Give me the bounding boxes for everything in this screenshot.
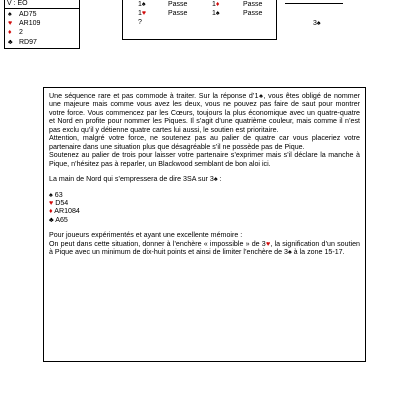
spade-icon: ♠ — [215, 10, 220, 17]
bidding-column-4 — [243, 0, 262, 18]
answer-bid — [313, 20, 321, 27]
diamond-icon: ♦ — [215, 1, 220, 8]
spade-icon: ♠ — [141, 1, 146, 8]
bid-level: 1 — [138, 1, 142, 8]
bidding-column-1 — [138, 0, 146, 27]
club-icon: ♣ — [8, 38, 13, 46]
heart-cards: AR109 — [19, 20, 41, 28]
north-hand-intro: La main de Nord qui s’empressera de dire 3SA sur 3♠ : — [49, 175, 222, 184]
bid-cell: ? — [138, 19, 142, 26]
diamond-icon: ♦ — [49, 207, 53, 216]
bid-level: 1 — [138, 10, 142, 17]
hand-box-divider — [5, 8, 79, 9]
bidding-box — [122, 0, 277, 40]
answer-rule — [285, 3, 343, 4]
bid-cell: Passe — [243, 1, 263, 8]
bid-cell — [138, 9, 146, 18]
memo-paragraph — [49, 240, 360, 257]
spade-icon: ♠ — [49, 190, 53, 199]
answer-bid-level: 3 — [313, 20, 317, 27]
south-hand — [8, 10, 40, 47]
memo-text-a: On peut dans cette situation, donner à l’enchère « impossible » de 3 — [49, 239, 266, 248]
paragraph-intro: Une séquence rare et pas commode à traiter. Sur la réponse d’1♠, vous êtes obligé de nommer une majeure mais comme vous avez les deux, vous ne pouvez pas faire de saut pour montrer votre force. Vous commencez par les Cœurs, toujours la plus économique avec un quatre-quatre et Nord en profite pour nommer les Piques. Il s’agit d’une quatrième couleur, mais comme il n’est pas exclu qu’il y détienne quatre cartes lui aussi, le soutien est prioritaire. — [49, 92, 360, 134]
bid-cell: Passe — [168, 1, 188, 8]
diamond-cards: 2 — [19, 29, 23, 37]
bidding-column-3 — [212, 0, 220, 18]
bid-cell — [212, 9, 220, 18]
heart-icon: ♥ — [8, 20, 13, 28]
club-cards: RD97 — [19, 38, 37, 46]
north-row-diamonds — [49, 207, 360, 215]
north-row-clubs — [49, 216, 360, 224]
hand-row-diamonds — [8, 28, 40, 37]
heart-icon: ♥ — [265, 239, 271, 248]
memo-text-b: , la signification d’un soutien à Pique avec un minimum de dix-huit points et ainsi de limiter l’enchère de 3♠ à la zone 15-17. — [49, 239, 361, 257]
bid-level: 1 — [212, 1, 216, 8]
north-club-cards: A65 — [55, 215, 68, 224]
spade-icon: ♠ — [316, 20, 321, 27]
hand-box — [4, 0, 80, 49]
heart-icon: ♥ — [141, 10, 147, 17]
north-row-hearts — [49, 199, 360, 207]
heart-icon: ♥ — [49, 198, 54, 207]
north-heart-cards: D54 — [55, 198, 69, 207]
spade-icon: ♠ — [8, 11, 12, 18]
bid-cell — [138, 0, 146, 9]
vulnerability-label: V : EO — [7, 0, 28, 7]
north-row-spades — [49, 191, 360, 199]
hand-row-clubs — [8, 38, 40, 47]
bid-cell — [212, 0, 220, 9]
hand-row-spades — [8, 10, 40, 19]
paragraph-support: Soutenez au palier de trois pour laisser votre partenaire s’exprimer mais s’il déclare la manche à Pique, n’hésitez pas à reparler, un Blackwood semblant de bon aloi ici. — [49, 151, 360, 168]
bidding-column-2 — [168, 0, 187, 18]
diamond-icon: ♦ — [8, 29, 12, 37]
north-diamond-cards: AR1084 — [54, 207, 80, 216]
spade-cards: AD75 — [19, 11, 37, 18]
hand-row-hearts — [8, 19, 40, 28]
bid-level: 1 — [212, 10, 216, 17]
bid-cell: Passe — [168, 10, 188, 17]
commentary-box — [43, 87, 366, 362]
club-icon: ♣ — [49, 215, 54, 224]
north-hand — [49, 191, 360, 225]
bid-cell: Passe — [243, 10, 263, 17]
paragraph-attention: Attention, malgré votre force, ne soutenez pas au palier de quatre car vous placeriez votre partenaire dans une situation plus que désagréable s’il ne possède pas de Pique. — [49, 134, 360, 151]
north-spade-cards: 63 — [54, 190, 63, 199]
memo-title: Pour joueurs expérimentés et ayant une excellente mémoire : — [49, 231, 243, 240]
